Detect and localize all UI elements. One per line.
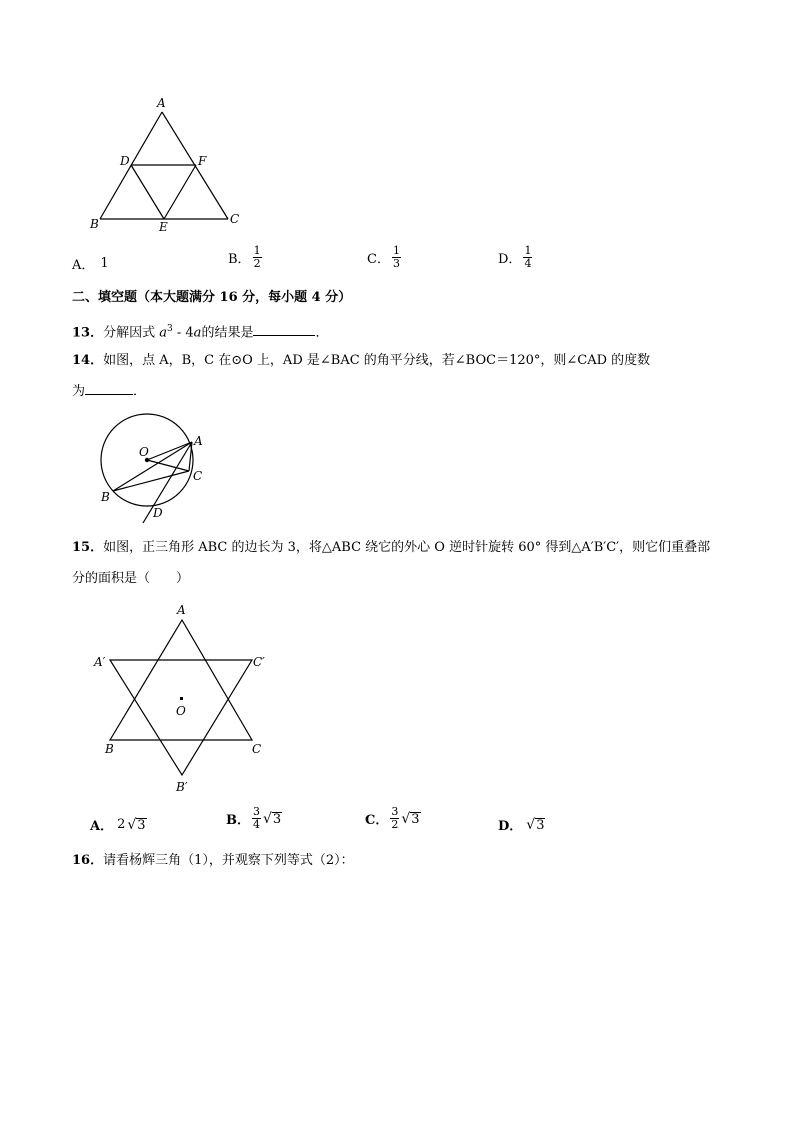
question-14-line2 [72, 384, 146, 400]
label-D: D [153, 506, 163, 520]
numerator: 3 [253, 805, 260, 818]
q14-text: 如图，点 A，B，C 在⊙O 上，AD 是∠BAC 的角平分线，若∠BOC＝120°，则∠CAD 的度数 [103, 353, 651, 368]
q15-option-b [226, 806, 282, 831]
label-D: D [120, 154, 130, 168]
denominator: 4 [524, 257, 532, 270]
label-B: B [101, 490, 110, 504]
denominator: 4 [253, 818, 260, 831]
sqrt [401, 812, 420, 826]
radical-icon: √ [526, 816, 536, 833]
label-C: C [230, 212, 240, 226]
option-value: 1 [100, 256, 109, 271]
q12-option-a [72, 254, 109, 273]
q13-var: a [159, 325, 167, 341]
numerator: 1 [524, 244, 532, 257]
label-C: C [252, 742, 262, 756]
label-A: A [157, 96, 166, 110]
option-letter: B． [228, 252, 251, 267]
numerator: 3 [391, 805, 399, 818]
sqrt [263, 812, 282, 826]
label-O: O [139, 445, 149, 459]
label-C: C [193, 469, 203, 483]
option-letter: B． [226, 813, 250, 828]
radical-icon: √ [263, 810, 272, 827]
radicand: 3 [272, 811, 282, 827]
numerator: 1 [253, 244, 261, 257]
q12-option-b [228, 245, 262, 270]
question-number: 14． [72, 353, 104, 368]
q15-option-c [365, 806, 421, 831]
q12-option-d [498, 245, 532, 270]
numerator: 1 [392, 244, 400, 257]
label-O: O [176, 704, 186, 718]
figure-circle [95, 405, 225, 530]
q16-text: 请看杨辉三角（1），并观察下列等式（2）： [103, 853, 354, 868]
q13-post: 的结果是 [201, 325, 254, 341]
sqrt [127, 818, 146, 832]
q13-var2: a [193, 325, 202, 341]
radicand: 3 [411, 811, 420, 827]
radicand: 3 [536, 817, 545, 833]
option-letter: A． [90, 819, 114, 834]
answer-blank [253, 335, 315, 336]
q12-option-c [367, 245, 401, 270]
label-B: B [105, 742, 114, 756]
sqrt [526, 818, 545, 832]
option-letter: D． [498, 252, 522, 267]
question-number: 13． [72, 325, 104, 341]
q14-line2-pre: 为 [72, 384, 86, 399]
question-13 [72, 321, 328, 341]
q14-line2-end: ． [133, 384, 147, 399]
question-number: 16． [72, 853, 104, 868]
option-letter: A． [72, 258, 95, 273]
denominator: 2 [391, 818, 399, 831]
q13-mid: - 4 [172, 325, 194, 341]
denominator: 3 [392, 257, 400, 270]
label-B-prime: B′ [176, 780, 188, 794]
figure-triangle-def [80, 95, 250, 240]
fraction [252, 806, 261, 831]
q15-line2: 分的面积是（ ） [72, 571, 190, 586]
label-A-prime: A′ [94, 655, 106, 669]
fraction [390, 806, 399, 831]
q15-option-d [498, 815, 545, 834]
fraction [392, 245, 401, 270]
label-E: E [159, 220, 168, 234]
denominator: 2 [253, 257, 261, 270]
answer-blank [85, 394, 133, 395]
label-A: A [194, 434, 203, 448]
coefficient: 2 [117, 817, 126, 832]
label-A: A [177, 603, 186, 617]
fraction [253, 245, 262, 270]
q15-text: 如图，正三角形 ABC 的边长为 3，将△ABC 绕它的外心 O 逆时针旋转 60° 得到△A′B′C′，则它们重叠部 [103, 540, 711, 555]
section-heading: 二、填空题（本大题满分 16 分，每小题 4 分） [72, 290, 352, 305]
radical-icon: √ [401, 810, 411, 827]
question-14-line1 [72, 353, 650, 369]
option-letter: C． [365, 813, 389, 828]
radicand: 3 [137, 817, 146, 833]
q13-exp: 3 [167, 324, 173, 334]
radical-icon: √ [127, 816, 137, 833]
label-F: F [198, 154, 207, 168]
option-letter: C． [367, 252, 390, 267]
label-C-prime: C′ [253, 655, 265, 669]
fraction [523, 245, 532, 270]
q13-end: ． [315, 325, 329, 341]
option-letter: D． [498, 819, 523, 834]
question-15-line1 [72, 540, 710, 556]
q13-pre: 分解因式 [103, 325, 160, 341]
question-number: 15． [72, 540, 104, 555]
question-16 [72, 853, 354, 869]
figure-star [90, 600, 280, 798]
q15-option-a [90, 815, 147, 834]
question-15-line2 [72, 571, 189, 587]
label-B: B [90, 217, 99, 231]
